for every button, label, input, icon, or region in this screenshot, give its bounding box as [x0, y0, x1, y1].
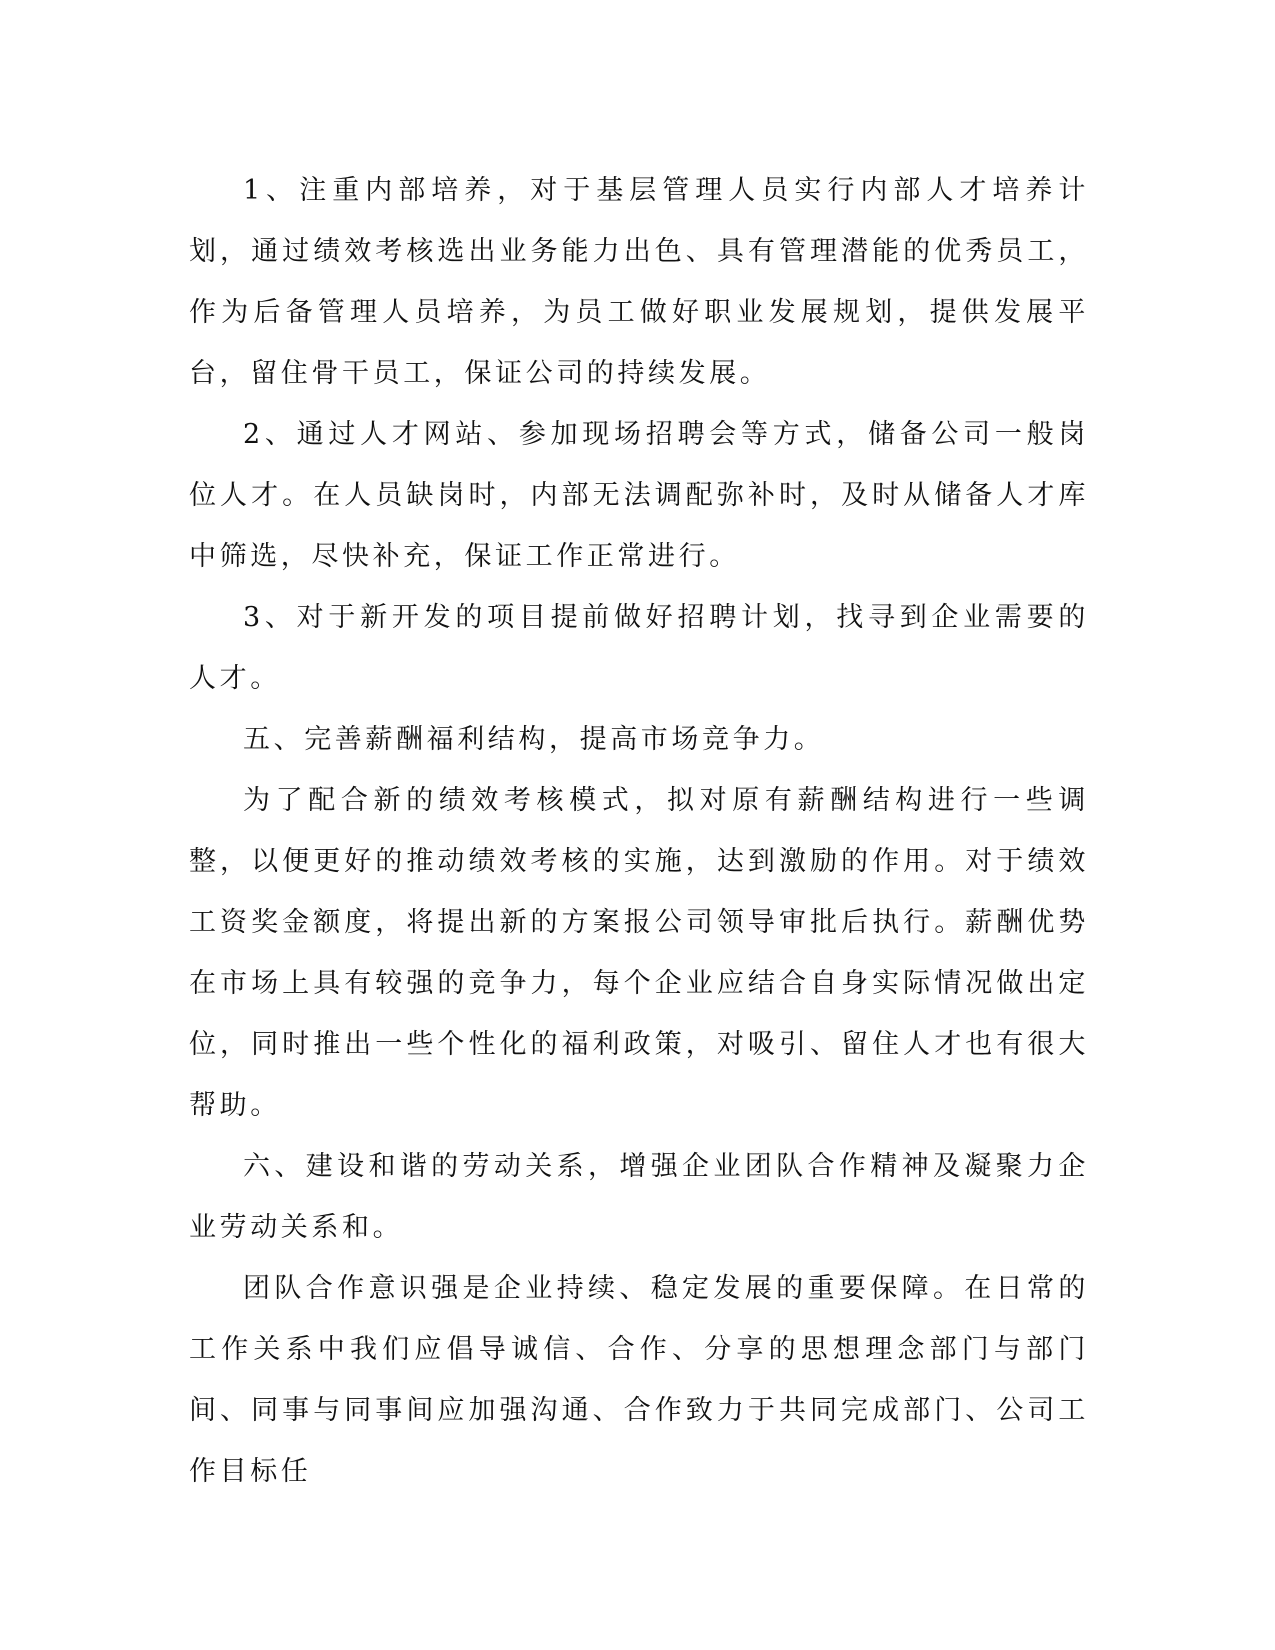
- paragraph-talent-reserve: 2、通过人才网站、参加现场招聘会等方式，储备公司一般岗位人才。在人员缺岗时，内部无法调配弥补时，及时从储备人才库中筛选，尽快补充，保证工作正常进行。: [189, 419, 1089, 572]
- paragraph-compensation: 为了配合新的绩效考核模式，拟对原有薪酬结构进行一些调整，以便更好的推动绩效考核的实施，达到激励的作用。对于绩效工资奖金额度，将提出新的方案报公司领导审批后执行。薪酬优势在市场上具有较强的竞争力，每个企业应结合自身实际情况做出定位，同时推出一些个性化的福利政策，对吸引、留住人才也有很大帮助。: [189, 785, 1089, 1121]
- paragraph-internal-training: 1、注重内部培养，对于基层管理人员实行内部人才培养计划，通过绩效考核选出业务能力出色、具有管理潜能的优秀员工，作为后备管理人员培养，为员工做好职业发展规划，提供发展平台，留住骨干员工，保证公司的持续发展。: [189, 175, 1089, 389]
- section-heading-compensation: 五、完善薪酬福利结构，提高市场竞争力。: [243, 724, 825, 755]
- section-heading-labor-relations: 六、建设和谐的劳动关系，增强企业团队合作精神及凝聚力企业劳动关系和。: [189, 1151, 1089, 1243]
- document-body: [189, 160, 1089, 1502]
- paragraph-teamwork: 团队合作意识强是企业持续、稳定发展的重要保障。在日常的工作关系中我们应倡导诚信、合作、分享的思想理念部门与部门间、同事与同事间应加强沟通、合作致力于共同完成部门、公司工作目标任: [189, 1273, 1089, 1487]
- paragraph-new-project-recruitment: 3、对于新开发的项目提前做好招聘计划，找寻到企业需要的人才。: [189, 602, 1089, 694]
